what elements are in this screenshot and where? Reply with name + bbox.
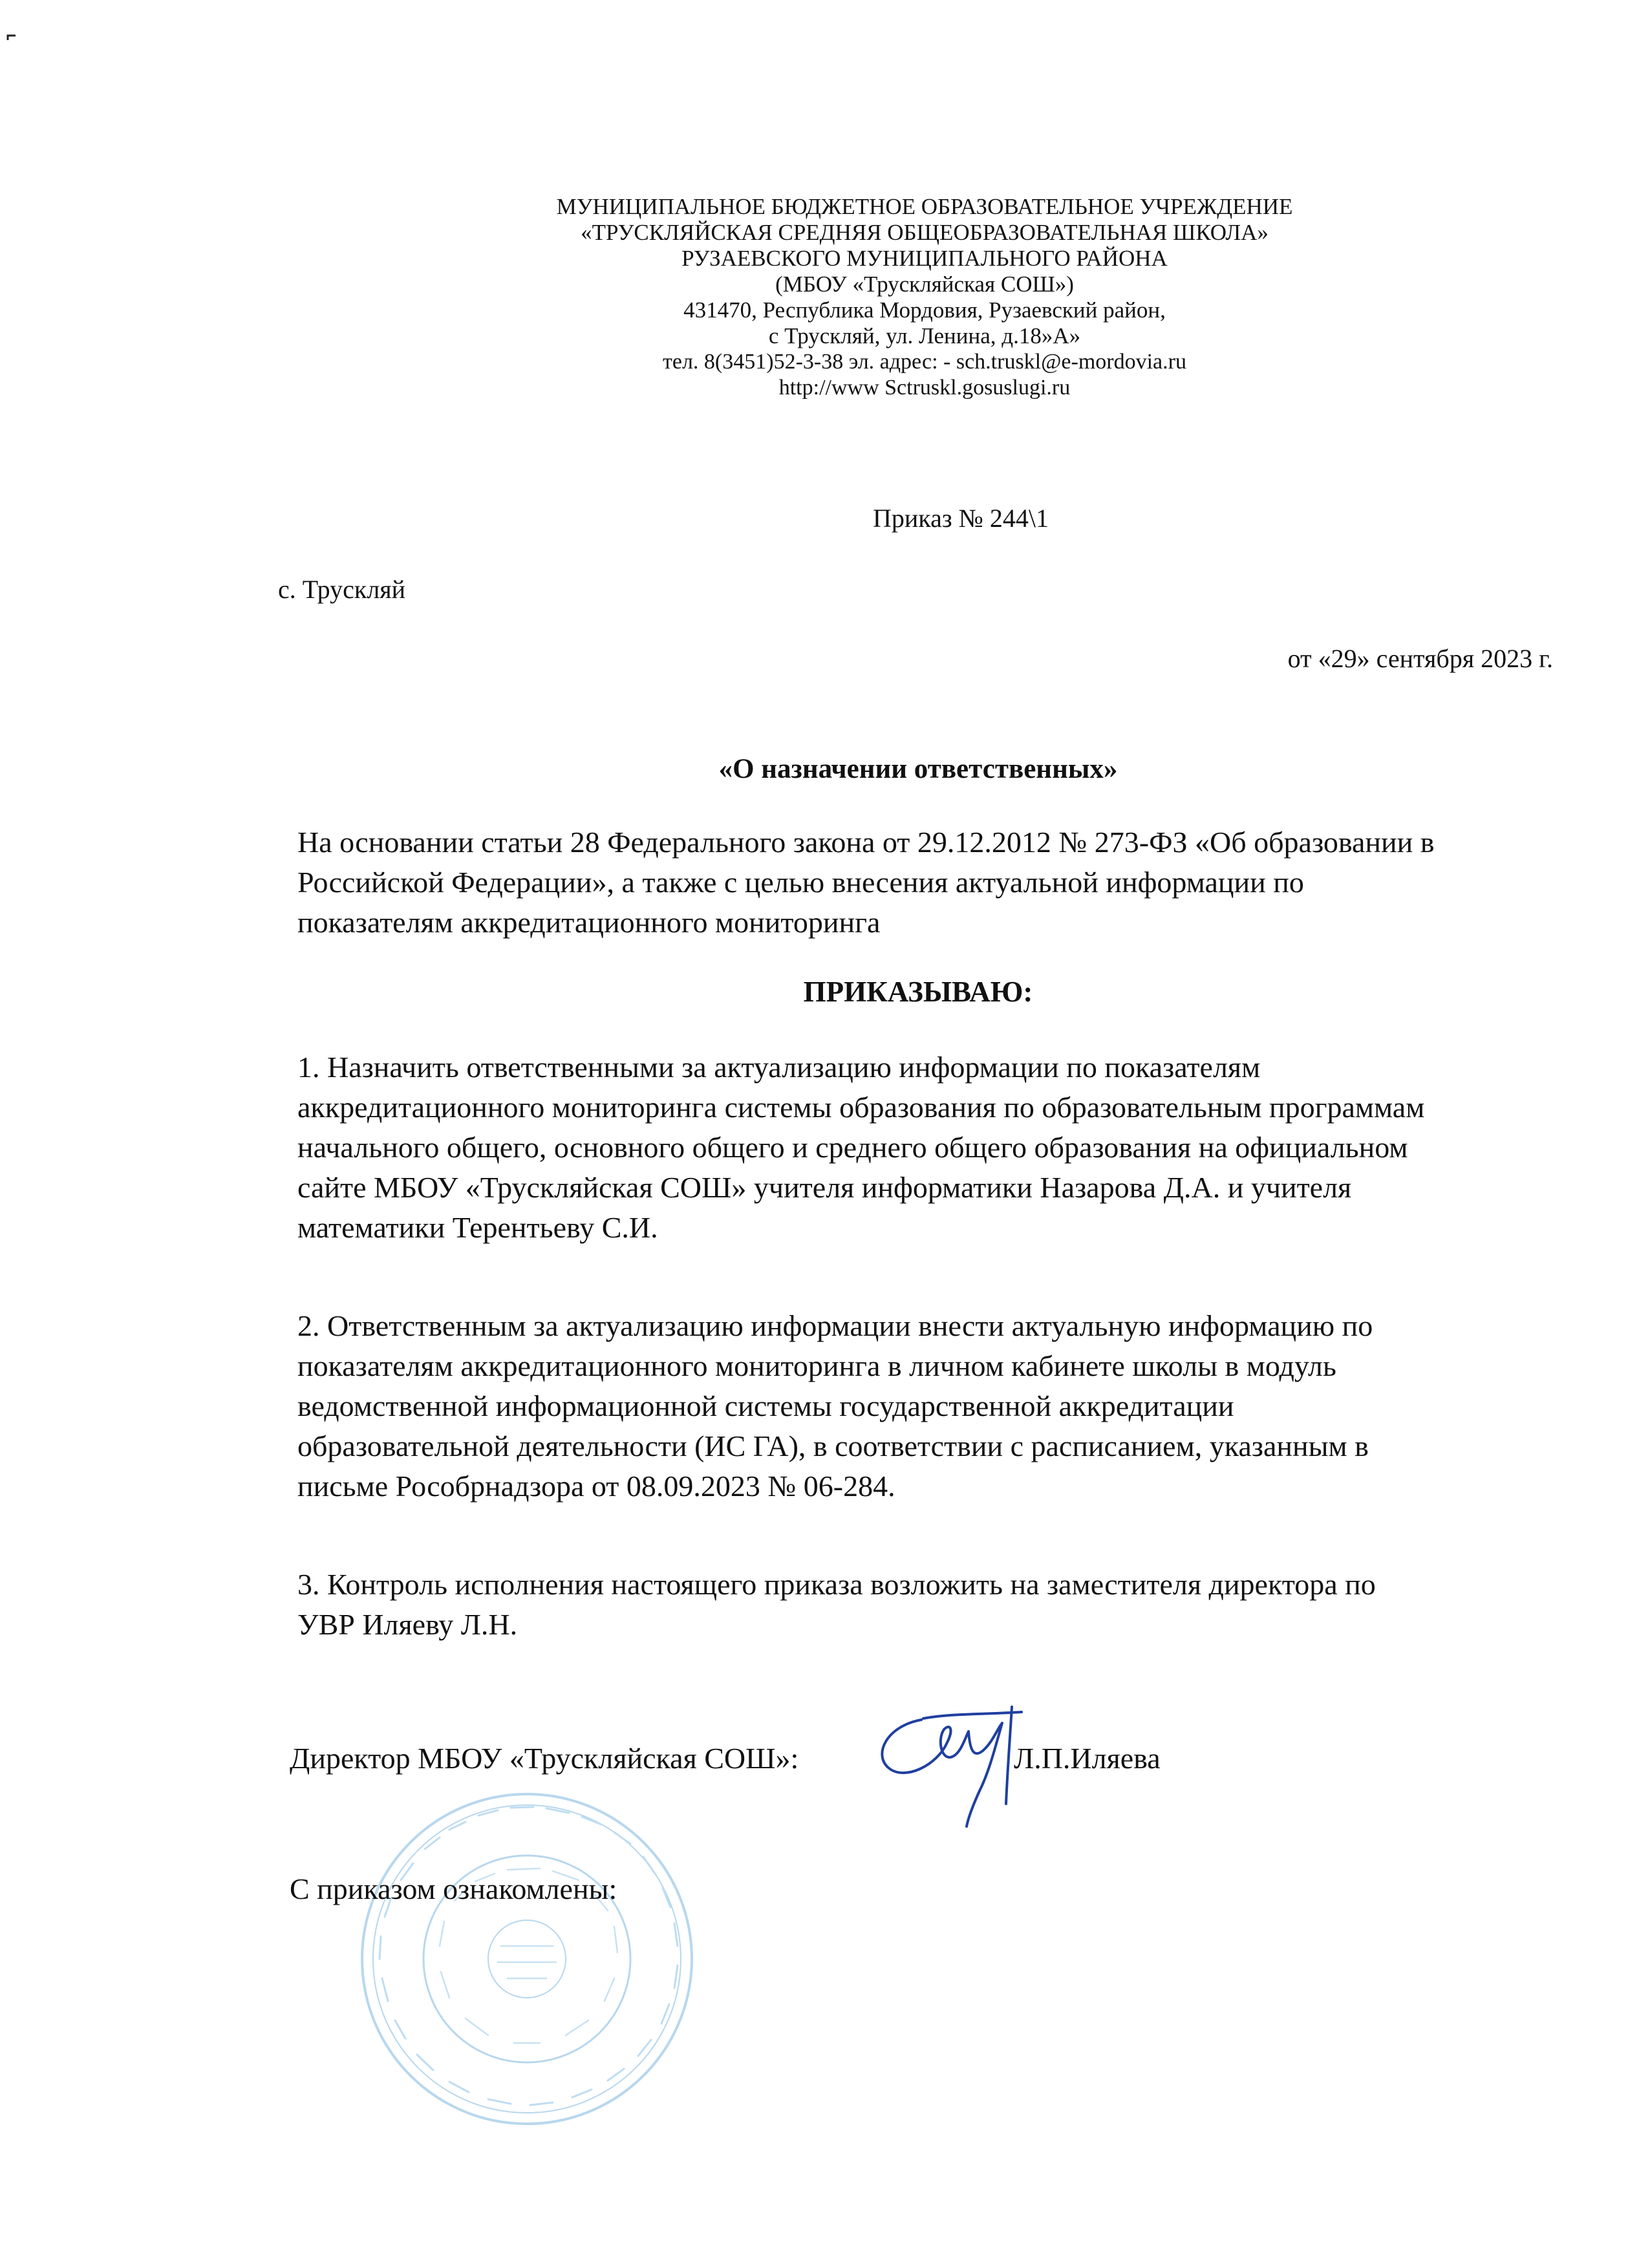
letterhead-contacts: тел. 8(3451)52-3-38 эл. адрес: - sch.truskl@e-mordovia.ru	[663, 350, 1186, 374]
item-line: образовательной деятельности (ИС ГА), в соответствии с расписанием, указанным в	[297, 1429, 1369, 1462]
order-directive-heading: ПРИКАЗЫВАЮ:	[803, 976, 1033, 1008]
acquainted-label: С приказом ознакомлены:	[290, 1872, 617, 1905]
letterhead-line-3: РУЗАЕВСКОГО МУНИЦИПАЛЬНОГО РАЙОНА	[681, 246, 1168, 271]
preamble-line: Российской Федерации», а также с целью внесения актуальной информации по	[297, 866, 1304, 899]
school-letterhead	[362, 194, 1487, 401]
order-item-1	[297, 1047, 1565, 1248]
order-date: от «29» сентября 2023 г.	[1287, 644, 1553, 673]
item-line: сайте МБОУ «Трускляйская СОШ» учителя информатики Назарова Д.А. и учителя	[297, 1171, 1352, 1204]
order-place: с. Трускляй	[278, 575, 406, 604]
item-line: ведомственной информационной системы государственной аккредитации	[297, 1389, 1234, 1422]
letterhead-line-2: «ТРУСКЛЯЙСКАЯ СРЕДНЯЯ ОБЩЕОБРАЗОВАТЕЛЬНАЯ ШКОЛА»	[581, 220, 1269, 245]
item-line: математики Терентьеву С.И.	[297, 1211, 658, 1244]
letterhead-address-2: с Трускляй, ул. Ленина, д.18»А»	[768, 323, 1081, 348]
school-stamp	[352, 1784, 702, 2134]
order-preamble	[297, 822, 1565, 943]
director-title: Директор МБОУ «Трускляйская СОШ»:	[290, 1742, 799, 1775]
letterhead-line-1: МУНИЦИПАЛЬНОЕ БЮДЖЕТНОЕ ОБРАЗОВАТЕЛЬНОЕ УЧРЕЖДЕНИЕ	[556, 194, 1293, 219]
item-line: 3. Контроль исполнения настоящего приказа возложить на заместителя директора по	[297, 1568, 1376, 1601]
item-line: УВР Иляеву Л.Н.	[297, 1608, 518, 1641]
order-subject: «О назначении ответственных»	[718, 754, 1118, 784]
item-line: аккредитационного мониторинга системы образования по образовательным программам	[297, 1091, 1425, 1124]
preamble-line: показателям аккредитационного мониторинга	[297, 906, 881, 939]
scan-corner-mark	[6, 34, 17, 41]
order-item-2	[297, 1306, 1565, 1506]
item-line: начального общего, основного общего и среднего общего образования на официальном	[297, 1131, 1408, 1164]
director-name: Л.П.Иляева	[1014, 1742, 1161, 1775]
letterhead-website: http://www Sctruskl.gosuslugi.ru	[778, 376, 1071, 400]
order-item-3	[297, 1565, 1565, 1645]
item-line: 2. Ответственным за актуализацию информации внести актуальную информацию по	[297, 1309, 1373, 1342]
order-number: Приказ № 244\1	[873, 504, 1049, 533]
item-line: 1. Назначить ответственными за актуализацию информации по показателям	[297, 1051, 1261, 1084]
letterhead-line-4: (МБОУ «Трускляйская СОШ»)	[775, 272, 1074, 297]
item-line: показателям аккредитационного мониторинга в личном кабинете школы в модуль	[297, 1349, 1336, 1382]
item-line: письме Рособрнадзора от 08.09.2023 № 06-284.	[297, 1470, 895, 1503]
letterhead-address-1: 431470, Республика Мордовия, Рузаевский район,	[683, 297, 1166, 323]
preamble-line: На основании статьи 28 Федерального закона от 29.12.2012 № 273-ФЗ «Об образовании в	[297, 826, 1435, 859]
